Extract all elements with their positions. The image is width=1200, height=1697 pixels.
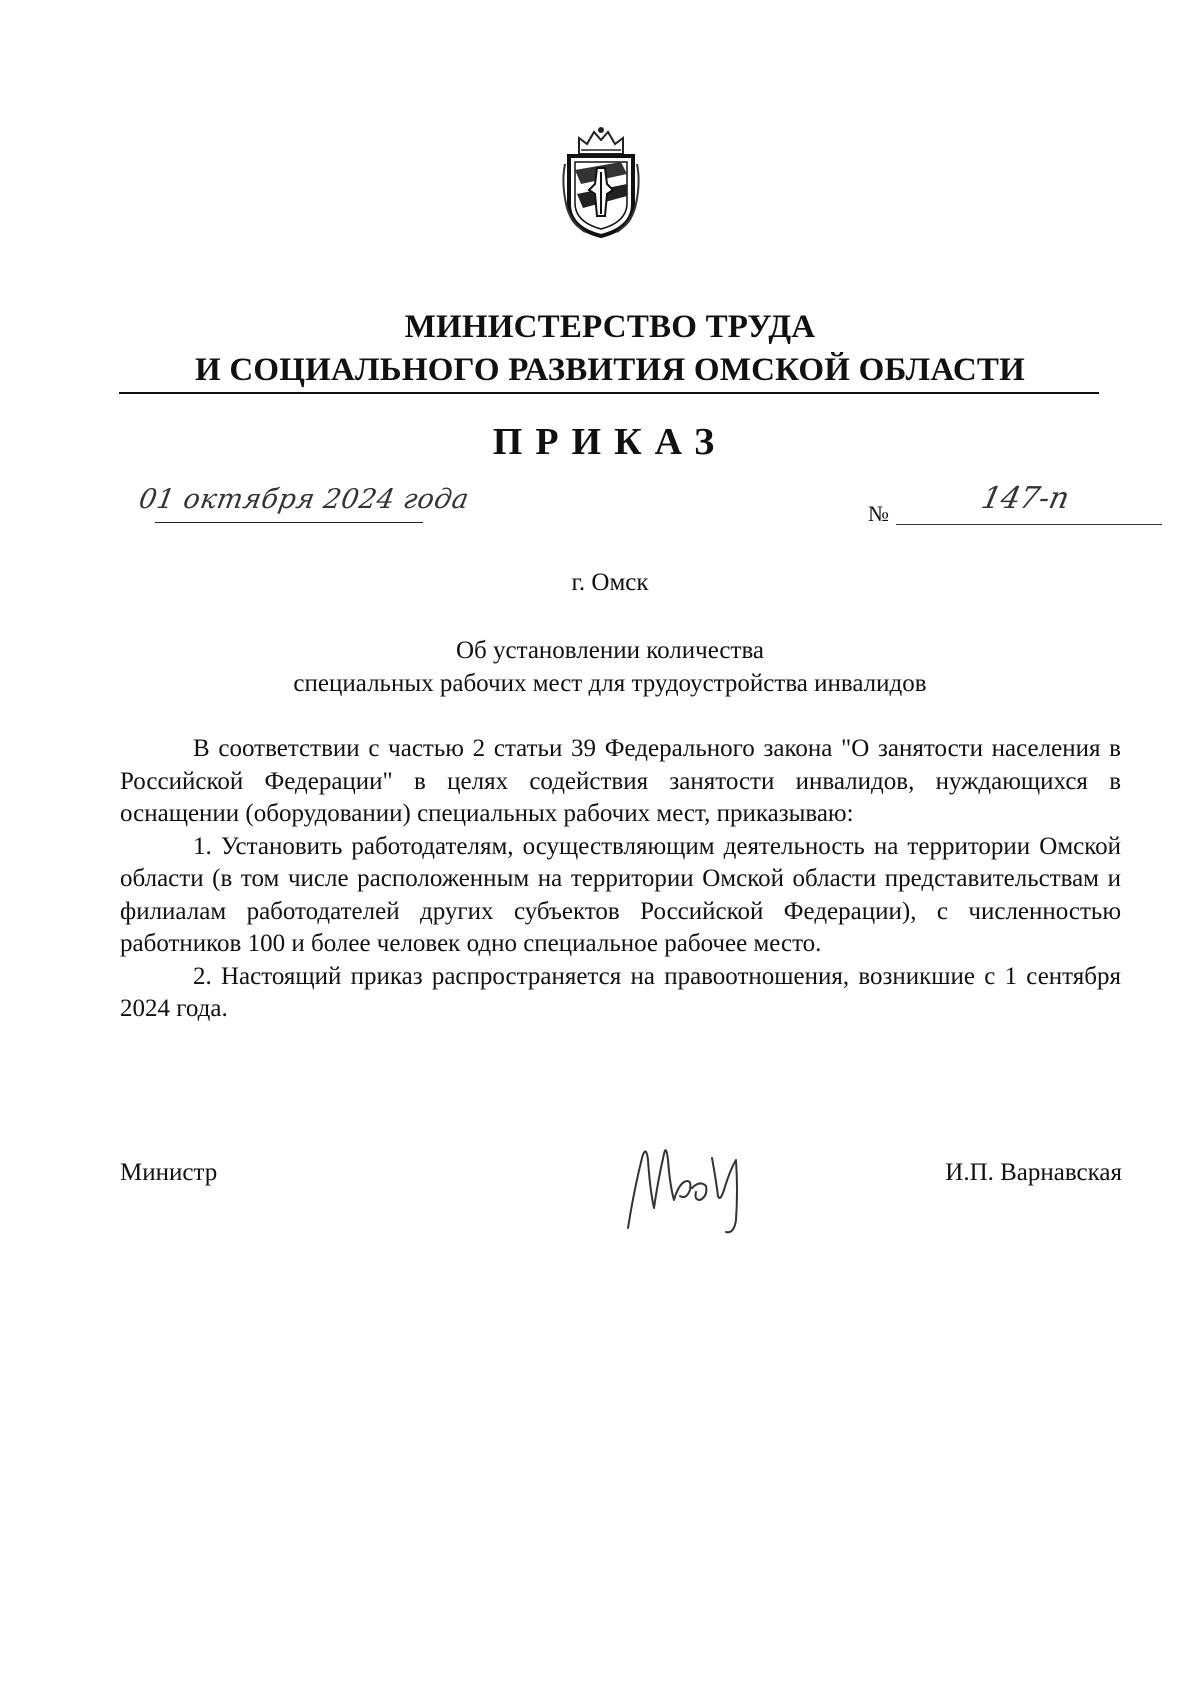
- handwritten-number: 147-п: [978, 481, 1073, 516]
- coat-of-arms-icon: [561, 124, 641, 240]
- subject-line2: специальных рабочих мест для трудоустройства инвалидов: [293, 670, 927, 697]
- body-item-1: 1. Установить работодателям, осуществляющим деятельность на территории Омской области (в том числе расположенным на территории Омской области представительствам и филиалам работодателей других субъектов Российской Федерации), с численностью работников 100 и более человек одно специальное рабочее место.: [120, 832, 1121, 957]
- ministry-name-line1: МИНИСТЕРСТВО ТРУДА: [404, 309, 816, 345]
- handwritten-signature: [620, 1130, 770, 1240]
- handwritten-date: 01 октября 2024 года: [136, 484, 472, 515]
- body-item-2: 2. Настоящий приказ распространяется на правоотношения, возникшие с 1 сентября 2024 года.: [120, 962, 1121, 1022]
- date-underline: [155, 522, 423, 523]
- signer-name: И.П. Варнавская: [945, 1159, 1122, 1186]
- number-label: №: [868, 501, 889, 526]
- body-intro-paragraph: В соответствии с частью 2 статьи 39 Федерального закона "О занятости населения в Российской Федерации" в целях содействия занятости инвалидов, нуждающихся в оснащении (оборудовании) специальных рабочих мест, приказываю:: [120, 735, 1121, 827]
- signer-position: Министр: [120, 1159, 218, 1186]
- document-type-title: ПРИКАЗ: [492, 421, 728, 463]
- ministry-name-line2: И СОЦИАЛЬНОГО РАЗВИТИЯ ОМСКОЙ ОБЛАСТИ: [195, 352, 1025, 388]
- city-line: г. Омск: [571, 569, 649, 596]
- subject-line1: Об установлении количества: [455, 637, 765, 664]
- header-divider: [119, 392, 1099, 394]
- order-subject: [120, 634, 1100, 700]
- order-body: [120, 733, 1121, 1026]
- number-underline: [896, 524, 1162, 525]
